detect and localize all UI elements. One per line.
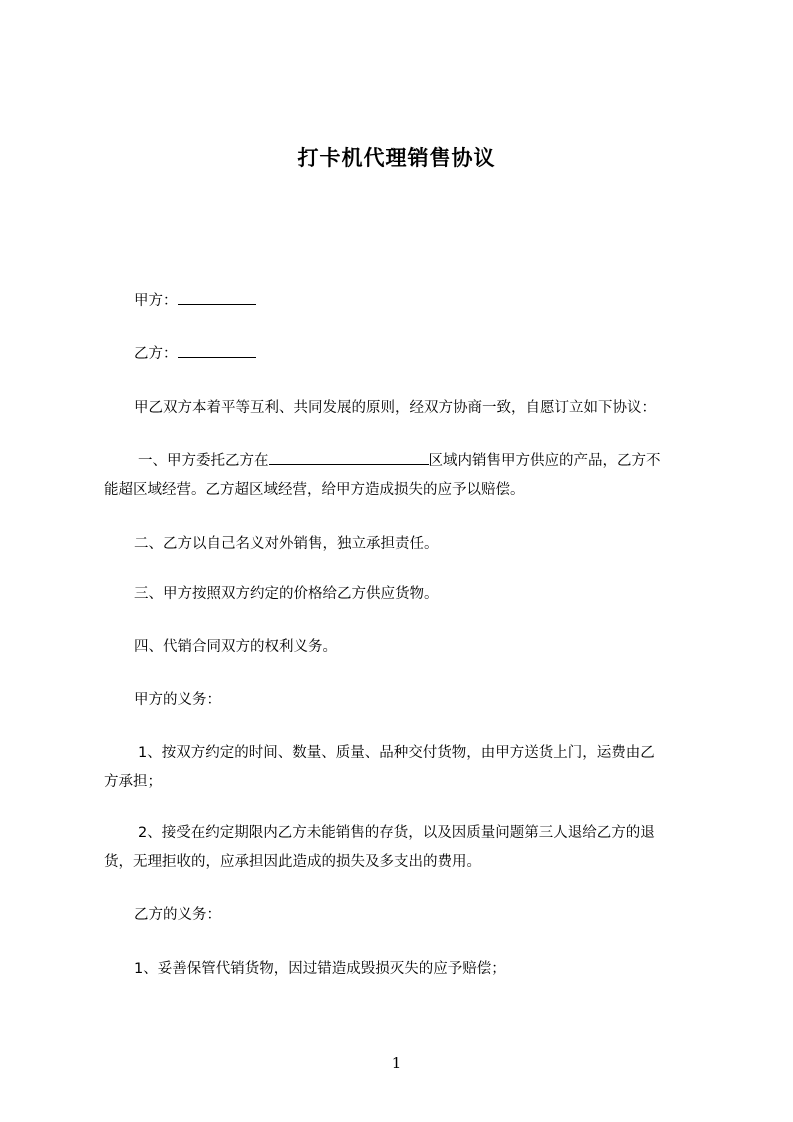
- party-a-line: [104, 287, 740, 316]
- clause-2: 二、乙方以自己名义对外销售，独立承担责任。: [134, 536, 439, 552]
- party-b-blank: [178, 343, 256, 358]
- party-b-duty-1: 1、妥善保管代销货物，因过错造成毁损灭失的应予赔偿；: [134, 961, 506, 977]
- party-a-duties-heading: 甲方的义务：: [134, 692, 221, 708]
- party-a-label: 甲方：: [134, 293, 178, 309]
- clause-3: 三、甲方按照双方约定的价格给乙方供应货物。: [134, 586, 439, 602]
- clause-1-prefix: 一、甲方委托乙方在: [138, 453, 269, 469]
- party-a-duty-1-line-1: 1、按双方约定的时间、数量、质量、品种交付货物，由甲方送货上门，运费由乙: [138, 745, 655, 761]
- region-blank: [269, 450, 429, 465]
- party-b-duties-heading: 乙方的义务：: [134, 907, 221, 923]
- clause-1-line-2: 能超区域经营。乙方超区域经营，给甲方造成损失的应予以赔偿。: [104, 482, 525, 498]
- party-b-line: [104, 340, 740, 369]
- party-a-duty-2-line-1: 2、接受在约定期限内乙方未能销售的存货，以及因质量问题第三人退给乙方的退: [138, 825, 655, 841]
- party-a-duty-1-line-2: 方承担；: [104, 774, 162, 790]
- clause-4: 四、代销合同双方的权利义务。: [134, 639, 337, 655]
- party-a-duty-2-line-2: 货，无理拒收的，应承担因此造成的损失及多支出的费用。: [104, 854, 481, 870]
- clause-1: [104, 447, 710, 505]
- party-a-duty-2: [104, 819, 710, 877]
- preamble: 甲乙双方本着平等互利、共同发展的原则，经双方协商一致，自愿订立如下协议：: [134, 400, 656, 416]
- clause-1-line-1: [104, 447, 710, 476]
- page-number: 1: [391, 1054, 402, 1072]
- party-a-duty-1: [104, 739, 710, 797]
- party-a-blank: [178, 290, 256, 305]
- party-b-label: 乙方：: [134, 346, 178, 362]
- clause-1-mid: 区域内销售甲方供应的产品，乙方不: [428, 453, 661, 469]
- document-title: 打卡机代理销售协议: [297, 146, 496, 170]
